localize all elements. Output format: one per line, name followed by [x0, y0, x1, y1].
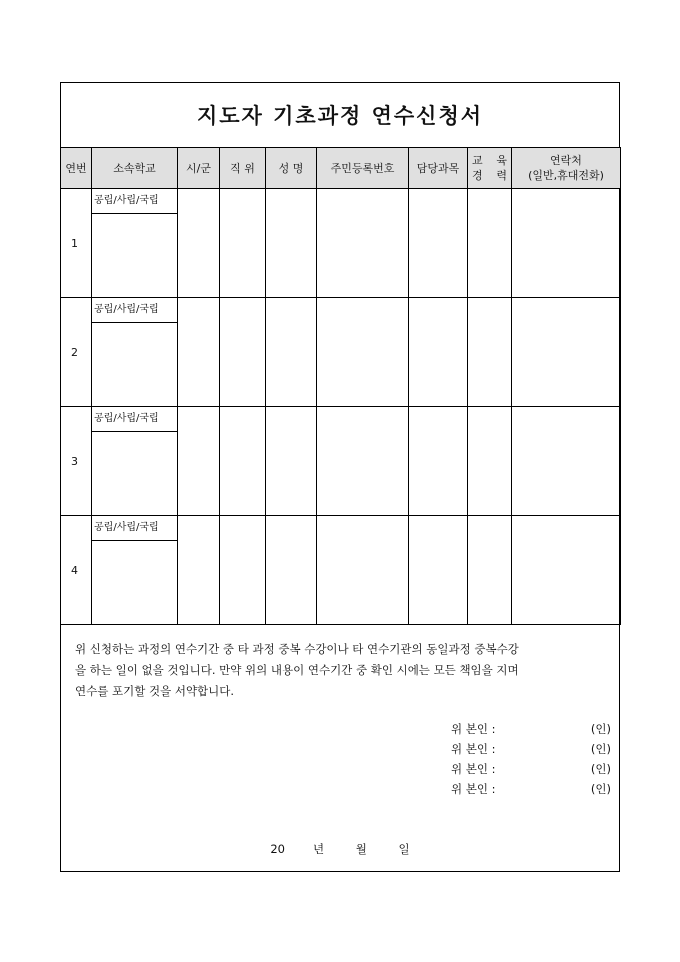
header-position: 직 위 [220, 148, 266, 189]
subject-cell[interactable] [409, 189, 468, 298]
school-cell[interactable] [92, 516, 178, 625]
header-contact-title: 연락처 [550, 154, 582, 167]
applicant-table [60, 147, 621, 625]
table-row [61, 298, 621, 407]
subject-cell[interactable] [409, 298, 468, 407]
header-career-char: 력 [496, 169, 507, 182]
signature-label: 위 본인 : [451, 782, 496, 796]
header-contact-sub: (일반,휴대전화) [528, 169, 604, 182]
signature-label: 위 본인 : [451, 762, 496, 776]
header-region: 시/군 [178, 148, 220, 189]
pledge-line: 연수를 포기할 것을 서약합니다. [75, 684, 235, 698]
signature-row[interactable] [451, 719, 611, 739]
school-cell[interactable] [92, 407, 178, 516]
date-year-unit: 년 [313, 842, 325, 856]
signature-row[interactable] [451, 779, 611, 799]
row-number: 1 [61, 189, 92, 298]
date-year: 20 [270, 842, 285, 856]
date-day-unit: 일 [398, 842, 410, 856]
resident-no-cell[interactable] [317, 516, 409, 625]
contact-cell[interactable] [512, 189, 621, 298]
school-type-options: 공립/사립/국립 [92, 189, 177, 214]
seal-mark: (인) [590, 762, 611, 776]
table-row [61, 189, 621, 298]
date-month-unit: 월 [355, 842, 367, 856]
header-school: 소속학교 [92, 148, 178, 189]
date-line[interactable] [61, 841, 619, 857]
header-career [468, 148, 512, 189]
row-number: 2 [61, 298, 92, 407]
row-number: 3 [61, 407, 92, 516]
name-cell[interactable] [266, 189, 317, 298]
region-cell[interactable] [178, 407, 220, 516]
contact-cell[interactable] [512, 407, 621, 516]
pledge-statement [75, 639, 609, 702]
school-cell[interactable] [92, 298, 178, 407]
region-cell[interactable] [178, 189, 220, 298]
header-career-char: 경 [472, 169, 483, 182]
region-cell[interactable] [178, 516, 220, 625]
header-row [61, 148, 621, 189]
school-type-options: 공립/사립/국립 [92, 298, 177, 323]
seal-mark: (인) [590, 782, 611, 796]
pledge-line: 을 하는 일이 없을 것입니다. 만약 위의 내용이 연수기간 중 확인 시에는 모든 책임을 지며 [75, 663, 519, 677]
position-cell[interactable] [220, 298, 266, 407]
header-no: 연번 [61, 148, 92, 189]
signature-block [451, 719, 611, 799]
header-subject: 담당과목 [409, 148, 468, 189]
career-cell[interactable] [468, 298, 512, 407]
contact-cell[interactable] [512, 298, 621, 407]
career-cell[interactable] [468, 189, 512, 298]
position-cell[interactable] [220, 407, 266, 516]
header-resident-no: 주민등록번호 [317, 148, 409, 189]
school-type-options: 공립/사립/국립 [92, 516, 177, 541]
seal-mark: (인) [590, 742, 611, 756]
career-cell[interactable] [468, 407, 512, 516]
school-cell[interactable] [92, 189, 178, 298]
signature-label: 위 본인 : [451, 722, 496, 736]
school-type-options: 공립/사립/국립 [92, 407, 177, 432]
signature-row[interactable] [451, 759, 611, 779]
position-cell[interactable] [220, 189, 266, 298]
position-cell[interactable] [220, 516, 266, 625]
row-number: 4 [61, 516, 92, 625]
header-contact [512, 148, 621, 189]
subject-cell[interactable] [409, 516, 468, 625]
subject-cell[interactable] [409, 407, 468, 516]
career-cell[interactable] [468, 516, 512, 625]
name-cell[interactable] [266, 516, 317, 625]
resident-no-cell[interactable] [317, 189, 409, 298]
contact-cell[interactable] [512, 516, 621, 625]
form-title: 지도자 기초과정 연수신청서 [196, 103, 484, 128]
name-cell[interactable] [266, 298, 317, 407]
table-row [61, 516, 621, 625]
header-career-char: 교 [472, 154, 483, 167]
table-row [61, 407, 621, 516]
resident-no-cell[interactable] [317, 407, 409, 516]
region-cell[interactable] [178, 298, 220, 407]
name-cell[interactable] [266, 407, 317, 516]
header-name: 성 명 [266, 148, 317, 189]
header-career-char: 육 [496, 154, 507, 167]
application-form [60, 82, 620, 872]
signature-label: 위 본인 : [451, 742, 496, 756]
pledge-line: 위 신청하는 과정의 연수기간 중 타 과정 중복 수강이나 타 연수기관의 동일과정 중복수강 [75, 642, 519, 656]
seal-mark: (인) [590, 722, 611, 736]
signature-row[interactable] [451, 739, 611, 759]
resident-no-cell[interactable] [317, 298, 409, 407]
